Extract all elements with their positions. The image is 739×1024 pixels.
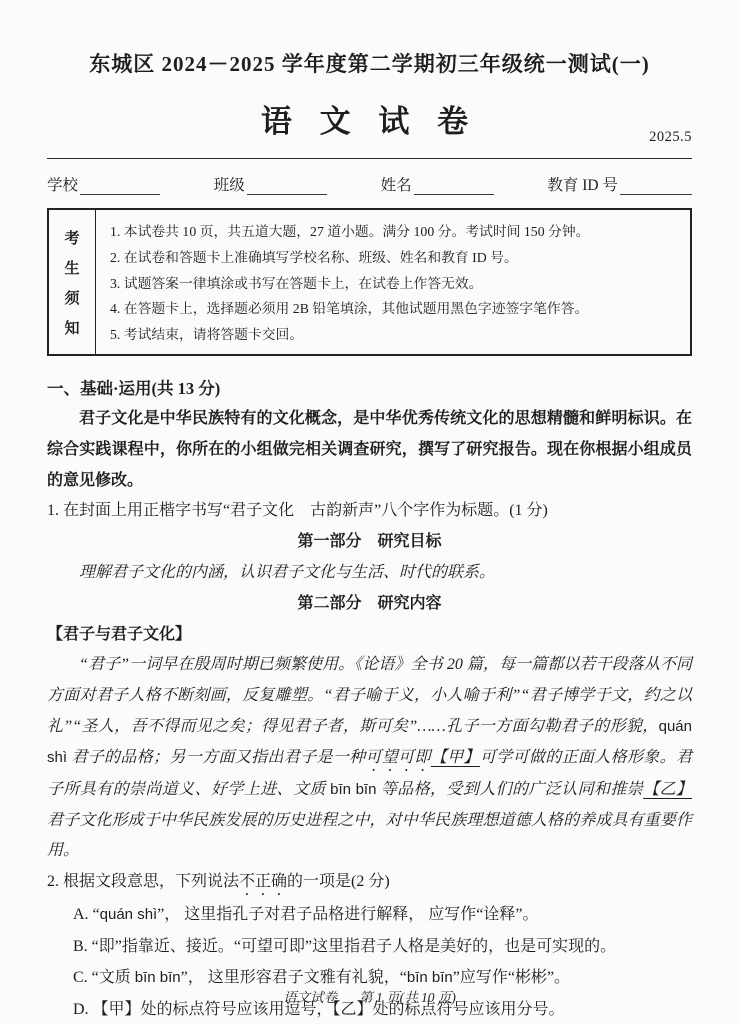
exam-date: 2025.5: [649, 129, 692, 145]
intro-paragraph: 君子文化是中华民族特有的文化概念，是中华优秀传统文化的思想精髓和鲜明标识。在综合实践课程中，你所在的小组做完相关调查研究，撰写了研究报告。现在你根据小组成员的意见修改。: [47, 410, 692, 489]
name-blank[interactable]: [414, 179, 494, 195]
school-label: 学校: [47, 177, 79, 194]
notice-box: [47, 208, 692, 356]
notice-side-label: [49, 210, 96, 354]
paper-title: 语 文 试 卷: [260, 104, 479, 139]
paper-header: [47, 0, 692, 144]
option-c-pinyin-2: bīn bīn: [406, 969, 453, 987]
page-footer: [0, 986, 739, 1006]
blank-marker-jia: 【甲】: [430, 748, 480, 766]
class-field: [214, 173, 327, 195]
question-1: 1. 在封面上用正楷字书写“君子文化 古韵新声”八个字作为标题。(1 分): [47, 502, 548, 520]
school-field: [47, 173, 160, 195]
notice-item: 3. 试题答案一律填涂或书写在答题卡上，在试卷上作答无效。: [110, 275, 483, 291]
question-2-text: 的一项是(2 分): [287, 873, 390, 891]
edu-id-label: 教育 ID 号: [547, 177, 618, 194]
part1-heading: 第一部分 研究目标: [297, 533, 442, 551]
edu-id-blank[interactable]: [620, 179, 692, 195]
emphasized-kewangkeji: 可望可即: [365, 748, 431, 766]
class-blank[interactable]: [247, 179, 327, 195]
notice-side-char: 须: [64, 290, 80, 307]
option-a[interactable]: [47, 899, 692, 931]
paragraph-text: 等品格，受到人们的广泛认同和推崇: [376, 780, 644, 798]
paragraph-text: 可学可做的正面人格形象。君子所具有的崇尚道义、好学上进、文质: [47, 748, 692, 798]
exam-body: [47, 373, 692, 1024]
header-divider: [47, 158, 692, 159]
notice-item: 5. 考试结束，请将答题卡交回。: [110, 327, 304, 343]
edu-id-field: [547, 173, 692, 195]
option-a-text: A. “: [73, 906, 100, 924]
paragraph-text: 君子的品格；另一方面又指出君子是一种: [67, 748, 366, 766]
question-2-text: 2. 根据文段意思，下列说法: [47, 873, 240, 891]
footer-page-number: 第 1 页(共 10 页): [359, 990, 456, 1005]
option-d[interactable]: D. 【甲】处的标点符号应该用逗号，【乙】处的标点符号应该用分号。: [73, 1000, 565, 1018]
notice-side-char: 生: [64, 260, 80, 277]
notice-items: [96, 210, 690, 354]
notice-item: 1. 本试卷共 10 页，共五道大题，27 道小题。满分 100 分。考试时间 150 分钟。: [110, 224, 590, 239]
question-2: [47, 867, 692, 899]
school-blank[interactable]: [80, 179, 160, 195]
option-a-pinyin: quán shì: [99, 906, 158, 924]
pinyin-binbin: bīn bīn: [330, 780, 377, 798]
option-c-pinyin-1: bīn bīn: [134, 969, 181, 987]
option-c-text: ”， 这里形容君子文雅有礼貌，“: [180, 969, 407, 987]
blank-marker-yi: 【乙】: [643, 780, 692, 798]
name-label: 姓名: [380, 177, 412, 194]
class-label: 班级: [213, 177, 245, 194]
notice-item: 4. 在答题卡上，选择题必须用 2B 铅笔填涂，其他试题用黑色字迹签字笔作答。: [110, 301, 589, 317]
footer-paper-name: 语文试卷: [283, 990, 338, 1005]
name-field: [381, 173, 494, 195]
option-c-text: C. “文质: [73, 969, 135, 987]
notice-side-char: 考: [64, 230, 80, 247]
research-paragraph: [47, 650, 692, 867]
section-one-heading: 一、基础·运用(共 13 分): [47, 379, 221, 398]
student-info-row: [47, 173, 692, 195]
part1-body: 理解君子文化的内涵，认识君子文化与生活、时代的联系。: [79, 563, 496, 581]
paragraph-text: 君子文化形成于中华民族发展的历史进程之中，对中华民族理想道德人格的养成具有重要作用。: [47, 811, 692, 860]
option-a-text: ”， 这里指孔子对君子品格进行解释， 应写作“诠释”。: [157, 906, 539, 924]
pinyin-quanshi: quán shì: [47, 717, 692, 766]
paper-title-row: [47, 100, 692, 144]
option-b[interactable]: B. “即”指靠近、接近。“可望可即”这里指君子人格是美好的，也是可实现的。: [73, 937, 617, 955]
option-c-text: ”应写作“彬彬”。: [452, 969, 571, 987]
notice-item: 2. 在试卷和答题卡上准确填写学校名称、班级、姓名和教育 ID 号。: [110, 249, 518, 265]
exam-session-title: 东城区 2024－2025 学年度第二学期初三年级统一测试(一): [89, 52, 650, 76]
paragraph-text: “君子”一词早在殷周时期已频繁使用。《论语》全书 20 篇，每一篇都以若干段落从不同方面对君子人格不断刻画，反复雕塑。“君子喻于义，小人喻于利”“君子博学于文，约之以礼”“圣人，吾不得而见之矣；得见君子者，斯可矣”……孔子一方面勾勒君子的形貌，: [47, 656, 692, 735]
emphasized-incorrect: 不正确: [239, 873, 288, 891]
topic-heading: 【君子与君子文化】: [47, 625, 192, 643]
notice-side-char: 知: [64, 320, 80, 337]
part2-heading: 第二部分 研究内容: [297, 594, 442, 612]
